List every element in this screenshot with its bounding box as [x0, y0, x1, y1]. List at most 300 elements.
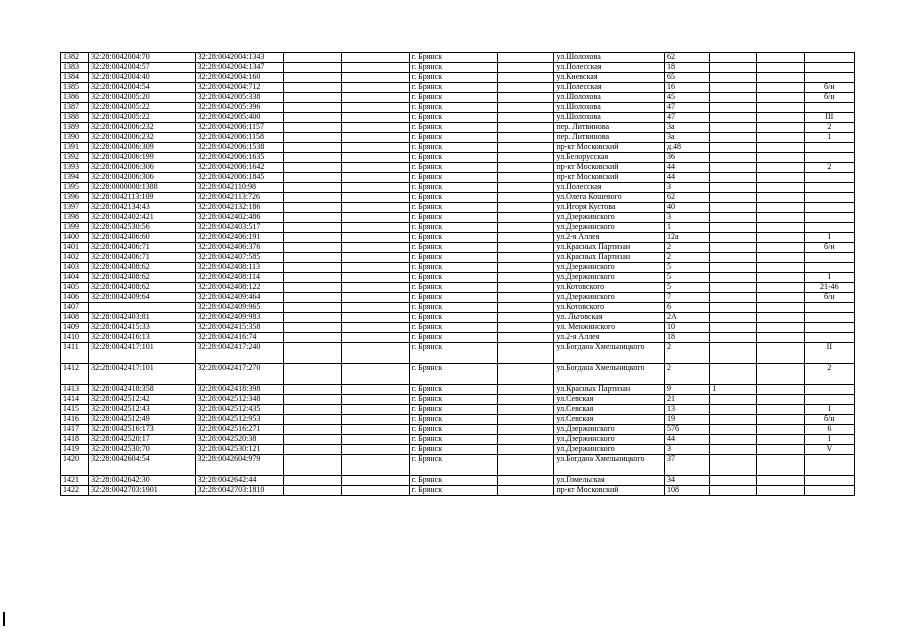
empty-cell — [498, 455, 554, 476]
empty-cell — [498, 93, 554, 103]
empty-cell — [284, 83, 342, 93]
empty-cell — [498, 53, 554, 63]
empty-cell — [284, 343, 342, 364]
table-row — [61, 293, 855, 303]
table-row — [61, 253, 855, 263]
row-number: 1387 — [61, 103, 89, 113]
object-cadastral-number: 32:28:0042406:376 — [195, 243, 283, 253]
apartment-cell — [804, 183, 854, 193]
apartment-cell: 1 — [804, 133, 854, 143]
extra-cell — [710, 405, 757, 415]
table-row — [61, 243, 855, 253]
extra-cell — [710, 395, 757, 405]
empty-cell — [498, 273, 554, 283]
empty-cell — [342, 455, 409, 476]
empty-cell — [498, 293, 554, 303]
city-cell: г. Брянск — [409, 103, 497, 113]
empty-cell — [498, 343, 554, 364]
empty-cell — [757, 93, 804, 103]
street-cell: пр-кт Московский — [554, 143, 665, 153]
empty-cell — [498, 435, 554, 445]
table-row — [61, 63, 855, 73]
object-cadastral-number: 32:28:0042520:38 — [195, 435, 283, 445]
table-row — [61, 73, 855, 83]
extra-cell — [710, 445, 757, 455]
table-row — [61, 455, 855, 476]
empty-cell — [498, 313, 554, 323]
object-cadastral-number: 32:28:0042516:271 — [195, 425, 283, 435]
house-cell: 7 — [664, 293, 709, 303]
object-cadastral-number: 32:28:0042004:712 — [195, 83, 283, 93]
empty-cell — [498, 63, 554, 73]
street-cell: ул.2-я Аллея — [554, 333, 665, 343]
object-cadastral-number: 32:28:0042512:435 — [195, 405, 283, 415]
empty-cell — [342, 405, 409, 415]
empty-cell — [284, 153, 342, 163]
empty-cell — [757, 253, 804, 263]
table-row — [61, 486, 855, 496]
table-row — [61, 415, 855, 425]
apartment-cell: 2 — [804, 364, 854, 385]
apartment-cell — [804, 455, 854, 476]
empty-cell — [498, 253, 554, 263]
house-cell: 37 — [664, 455, 709, 476]
city-cell: г. Брянск — [409, 93, 497, 103]
house-cell: 16 — [664, 83, 709, 93]
house-cell: д.48 — [664, 143, 709, 153]
empty-cell — [284, 233, 342, 243]
empty-cell — [342, 133, 409, 143]
house-cell: 3 — [664, 445, 709, 455]
city-cell: г. Брянск — [409, 435, 497, 445]
extra-cell — [710, 83, 757, 93]
empty-cell — [284, 364, 342, 385]
object-cadastral-number: 32:28:0042004:160 — [195, 73, 283, 83]
extra-cell — [710, 173, 757, 183]
apartment-cell — [804, 103, 854, 113]
empty-cell — [342, 303, 409, 313]
table-row — [61, 364, 855, 385]
table-row — [61, 476, 855, 486]
empty-cell — [757, 113, 804, 123]
extra-cell — [710, 183, 757, 193]
empty-cell — [498, 476, 554, 486]
extra-cell — [710, 63, 757, 73]
city-cell: г. Брянск — [409, 223, 497, 233]
extra-cell — [710, 143, 757, 153]
street-cell: ул.Дзержинского — [554, 425, 665, 435]
object-cadastral-number: 32:28:0042703:1810 — [195, 486, 283, 496]
city-cell: г. Брянск — [409, 313, 497, 323]
row-number: 1403 — [61, 263, 89, 273]
row-number: 1408 — [61, 313, 89, 323]
extra-cell — [710, 243, 757, 253]
cadastral-number: 32:28:0042005:22 — [89, 113, 196, 123]
city-cell: г. Брянск — [409, 333, 497, 343]
table-row — [61, 405, 855, 415]
city-cell: г. Брянск — [409, 193, 497, 203]
empty-cell — [342, 83, 409, 93]
apartment-cell: б/н — [804, 415, 854, 425]
row-number: 1392 — [61, 153, 89, 163]
extra-cell — [710, 163, 757, 173]
apartment-cell: б/н — [804, 93, 854, 103]
street-cell: ул.Красных Партизан — [554, 385, 665, 395]
street-cell: ул.Богдана Хмельницкого — [554, 364, 665, 385]
extra-cell — [710, 435, 757, 445]
empty-cell — [342, 53, 409, 63]
object-cadastral-number: 32:28:0042417:240 — [195, 343, 283, 364]
row-number: 1390 — [61, 133, 89, 143]
cadastral-number: 32:28:0042418:358 — [89, 385, 196, 395]
empty-cell — [342, 313, 409, 323]
row-number: 1391 — [61, 143, 89, 153]
object-cadastral-number: 32:28:0042004:1343 — [195, 53, 283, 63]
city-cell: г. Брянск — [409, 364, 497, 385]
empty-cell — [498, 213, 554, 223]
empty-cell — [342, 333, 409, 343]
object-cadastral-number: 32:28:0042006:1845 — [195, 173, 283, 183]
empty-cell — [498, 223, 554, 233]
cadastral-number: 32:28:0042403:81 — [89, 313, 196, 323]
empty-cell — [498, 173, 554, 183]
city-cell: г. Брянск — [409, 293, 497, 303]
object-cadastral-number: 32:28:0042604:979 — [195, 455, 283, 476]
empty-cell — [757, 385, 804, 395]
row-number: 1416 — [61, 415, 89, 425]
city-cell: г. Брянск — [409, 343, 497, 364]
cadastral-number: 32:28:0042005:22 — [89, 103, 196, 113]
street-cell: ул.Дзержинского — [554, 273, 665, 283]
apartment-cell — [804, 203, 854, 213]
cadastral-number: 32:28:0042530:56 — [89, 223, 196, 233]
object-cadastral-number: 32:28:0042409:965 — [195, 303, 283, 313]
cadastral-number: 32:28:0000000:1388 — [89, 183, 196, 193]
city-cell: г. Брянск — [409, 133, 497, 143]
house-cell: 2 — [664, 253, 709, 263]
street-cell: ул.Красных Партизан — [554, 243, 665, 253]
empty-cell — [498, 263, 554, 273]
empty-cell — [284, 273, 342, 283]
row-number: 1395 — [61, 183, 89, 193]
object-cadastral-number: 32:28:0042417:270 — [195, 364, 283, 385]
apartment-cell: II — [804, 343, 854, 364]
city-cell: г. Брянск — [409, 303, 497, 313]
table-row — [61, 213, 855, 223]
street-cell: пер. Литвинова — [554, 133, 665, 143]
row-number: 1413 — [61, 385, 89, 395]
object-cadastral-number: 32:28:0042407:585 — [195, 253, 283, 263]
empty-cell — [498, 243, 554, 253]
cadastral-number: 32:28:0042642:30 — [89, 476, 196, 486]
row-number: 1402 — [61, 253, 89, 263]
apartment-cell — [804, 63, 854, 73]
extra-cell: 1 — [710, 385, 757, 395]
house-cell: 3а — [664, 133, 709, 143]
table-row — [61, 173, 855, 183]
row-number: 1386 — [61, 93, 89, 103]
street-cell: ул.Игоря Кустова — [554, 203, 665, 213]
street-cell: ул.Белорусская — [554, 153, 665, 163]
extra-cell — [710, 425, 757, 435]
cadastral-number: 32:28:0042004:40 — [89, 73, 196, 83]
empty-cell — [498, 385, 554, 395]
empty-cell — [342, 233, 409, 243]
row-number: 1399 — [61, 223, 89, 233]
empty-cell — [757, 405, 804, 415]
empty-cell — [757, 123, 804, 133]
row-number: 1420 — [61, 455, 89, 476]
empty-cell — [757, 183, 804, 193]
city-cell: г. Брянск — [409, 113, 497, 123]
house-cell: 34 — [664, 476, 709, 486]
empty-cell — [498, 133, 554, 143]
street-cell: ул.Богдана Хмельницкого — [554, 455, 665, 476]
cadastral-number: 32:28:0042402:421 — [89, 213, 196, 223]
city-cell: г. Брянск — [409, 263, 497, 273]
object-cadastral-number: 32:28:0042403:517 — [195, 223, 283, 233]
table-row — [61, 273, 855, 283]
city-cell: г. Брянск — [409, 53, 497, 63]
house-cell: 21 — [664, 395, 709, 405]
street-cell: ул.Богдана Хмельницкого — [554, 343, 665, 364]
extra-cell — [710, 486, 757, 496]
empty-cell — [342, 273, 409, 283]
cadastral-number: 32:28:0042604:54 — [89, 455, 196, 476]
extra-cell — [710, 343, 757, 364]
empty-cell — [342, 486, 409, 496]
object-cadastral-number: 32:28:0042006:1635 — [195, 153, 283, 163]
table-row — [61, 395, 855, 405]
row-number: 1385 — [61, 83, 89, 93]
empty-cell — [342, 476, 409, 486]
apartment-cell: III — [804, 113, 854, 123]
empty-cell — [498, 143, 554, 153]
city-cell: г. Брянск — [409, 253, 497, 263]
apartment-cell — [804, 303, 854, 313]
empty-cell — [498, 323, 554, 333]
empty-cell — [284, 203, 342, 213]
apartment-cell: б/н — [804, 83, 854, 93]
cadastral-number: 32:28:0042004:57 — [89, 63, 196, 73]
street-cell: ул.Полесская — [554, 183, 665, 193]
empty-cell — [284, 63, 342, 73]
house-cell: 2 — [664, 364, 709, 385]
object-cadastral-number: 32:28:0042416:74 — [195, 333, 283, 343]
empty-cell — [284, 445, 342, 455]
empty-cell — [757, 313, 804, 323]
empty-cell — [342, 395, 409, 405]
empty-cell — [342, 425, 409, 435]
row-number: 1409 — [61, 323, 89, 333]
empty-cell — [342, 343, 409, 364]
table-row — [61, 323, 855, 333]
apartment-cell — [804, 313, 854, 323]
row-number: 1388 — [61, 113, 89, 123]
cadastral-number: 32:28:0042409:64 — [89, 293, 196, 303]
cadastral-number: 32:28:0042006:306 — [89, 173, 196, 183]
empty-cell — [284, 425, 342, 435]
cadastral-number: 32:28:0042415:33 — [89, 323, 196, 333]
street-cell: ул.Дзержинского — [554, 263, 665, 273]
object-cadastral-number: 32:28:0042006:1158 — [195, 133, 283, 143]
city-cell: г. Брянск — [409, 476, 497, 486]
empty-cell — [342, 435, 409, 445]
table-row — [61, 143, 855, 153]
empty-cell — [498, 425, 554, 435]
row-number: 1410 — [61, 333, 89, 343]
empty-cell — [342, 193, 409, 203]
row-number: 1414 — [61, 395, 89, 405]
street-cell: пр-кт Московский — [554, 486, 665, 496]
apartment-cell — [804, 193, 854, 203]
empty-cell — [284, 143, 342, 153]
extra-cell — [710, 153, 757, 163]
street-cell: ул.Шолохова — [554, 113, 665, 123]
empty-cell — [498, 333, 554, 343]
empty-cell — [757, 395, 804, 405]
empty-cell — [284, 476, 342, 486]
cadastral-number: 32:28:0042417:101 — [89, 343, 196, 364]
cadastral-number: 32:28:0042406:71 — [89, 243, 196, 253]
table-row — [61, 425, 855, 435]
cadastral-number: 32:28:0042006:199 — [89, 153, 196, 163]
street-cell: ул.Котовского — [554, 283, 665, 293]
object-cadastral-number: 32:28:0042113:726 — [195, 193, 283, 203]
empty-cell — [757, 455, 804, 476]
extra-cell — [710, 93, 757, 103]
empty-cell — [342, 253, 409, 263]
city-cell: г. Брянск — [409, 183, 497, 193]
row-number: 1396 — [61, 193, 89, 203]
table-row — [61, 223, 855, 233]
cadastral-number: 32:28:0042512:42 — [89, 395, 196, 405]
row-number: 1393 — [61, 163, 89, 173]
table-row — [61, 53, 855, 63]
apartment-cell: б/н — [804, 243, 854, 253]
empty-cell — [498, 405, 554, 415]
empty-cell — [498, 415, 554, 425]
empty-cell — [284, 213, 342, 223]
house-cell: 18 — [664, 63, 709, 73]
table-row — [61, 233, 855, 243]
street-cell: ул.Дзержинского — [554, 223, 665, 233]
city-cell: г. Брянск — [409, 405, 497, 415]
empty-cell — [284, 395, 342, 405]
margin-mark — [3, 612, 5, 626]
empty-cell — [498, 103, 554, 113]
empty-cell — [498, 283, 554, 293]
empty-cell — [284, 313, 342, 323]
extra-cell — [710, 193, 757, 203]
city-cell: г. Брянск — [409, 153, 497, 163]
extra-cell — [710, 455, 757, 476]
street-cell: ул.Полесская — [554, 63, 665, 73]
table-row — [61, 183, 855, 193]
empty-cell — [757, 173, 804, 183]
table-row — [61, 123, 855, 133]
object-cadastral-number: 32:28:0042409:464 — [195, 293, 283, 303]
table-row — [61, 113, 855, 123]
cadastral-number: 32:28:0042004:54 — [89, 83, 196, 93]
apartment-cell: I — [804, 273, 854, 283]
empty-cell — [284, 93, 342, 103]
cadastral-number: 32:28:0042520:17 — [89, 435, 196, 445]
house-cell: 5 — [664, 263, 709, 273]
street-cell: ул.Севская — [554, 405, 665, 415]
street-cell: пр-кт Московский — [554, 163, 665, 173]
empty-cell — [284, 486, 342, 496]
city-cell: г. Брянск — [409, 163, 497, 173]
empty-cell — [757, 425, 804, 435]
apartment-cell: 2 — [804, 123, 854, 133]
empty-cell — [284, 193, 342, 203]
house-cell: 3а — [664, 123, 709, 133]
city-cell: г. Брянск — [409, 445, 497, 455]
empty-cell — [757, 364, 804, 385]
empty-cell — [284, 253, 342, 263]
house-cell: 5 — [664, 283, 709, 293]
empty-cell — [757, 213, 804, 223]
apartment-cell — [804, 263, 854, 273]
empty-cell — [498, 153, 554, 163]
empty-cell — [757, 303, 804, 313]
city-cell: г. Брянск — [409, 63, 497, 73]
empty-cell — [342, 213, 409, 223]
empty-cell — [284, 123, 342, 133]
cadastral-number: 32:28:0042406:71 — [89, 253, 196, 263]
empty-cell — [342, 364, 409, 385]
table-row — [61, 153, 855, 163]
cadastral-number: 32:28:0042005:20 — [89, 93, 196, 103]
empty-cell — [342, 153, 409, 163]
row-number: 1382 — [61, 53, 89, 63]
empty-cell — [284, 405, 342, 415]
empty-cell — [342, 63, 409, 73]
street-cell: ул.Дзержинского — [554, 435, 665, 445]
cadastral-number: 32:28:0042512:49 — [89, 415, 196, 425]
apartment-cell — [804, 323, 854, 333]
street-cell: ул.Шолохова — [554, 93, 665, 103]
city-cell: г. Брянск — [409, 83, 497, 93]
house-cell: 36 — [664, 153, 709, 163]
extra-cell — [710, 233, 757, 243]
house-cell: 19 — [664, 415, 709, 425]
apartment-cell — [804, 173, 854, 183]
row-number: 1401 — [61, 243, 89, 253]
empty-cell — [757, 63, 804, 73]
row-number: 1398 — [61, 213, 89, 223]
table-row — [61, 343, 855, 364]
city-cell: г. Брянск — [409, 73, 497, 83]
street-cell: ул. Льговская — [554, 313, 665, 323]
house-cell: 65 — [664, 73, 709, 83]
cadastral-number: 32:28:0042703:1901 — [89, 486, 196, 496]
empty-cell — [757, 283, 804, 293]
row-number: 1418 — [61, 435, 89, 445]
cadastral-number: 32:28:0042516:173 — [89, 425, 196, 435]
city-cell: г. Брянск — [409, 323, 497, 333]
row-number: 1383 — [61, 63, 89, 73]
extra-cell — [710, 113, 757, 123]
house-cell: 2 — [664, 243, 709, 253]
city-cell: г. Брянск — [409, 455, 497, 476]
house-cell: 3 — [664, 213, 709, 223]
empty-cell — [284, 323, 342, 333]
row-number: 1406 — [61, 293, 89, 303]
table-row — [61, 83, 855, 93]
object-cadastral-number: 32:28:0042006:1642 — [195, 163, 283, 173]
